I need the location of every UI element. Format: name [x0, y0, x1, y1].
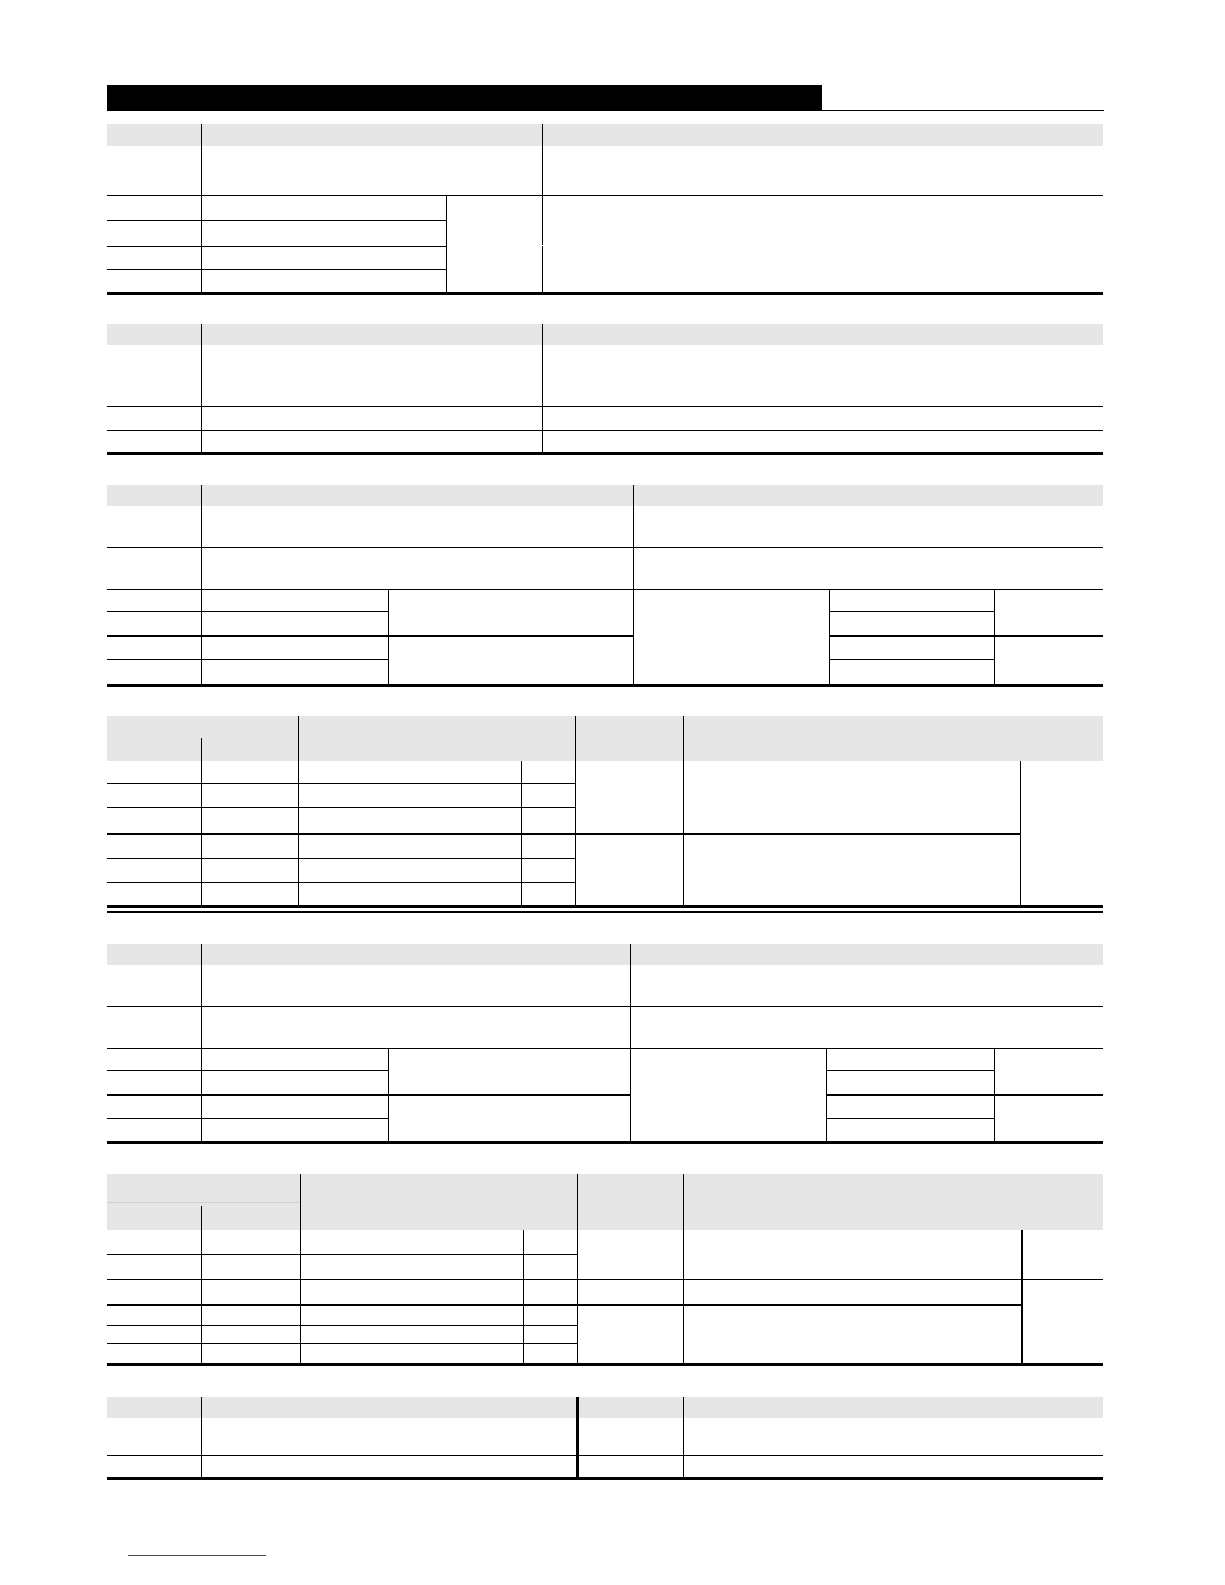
table-bottom-rule: [107, 292, 1103, 295]
table-header-row: [107, 124, 1103, 146]
table-bottom-rule: [107, 905, 1103, 908]
footer-link[interactable]: [128, 1555, 266, 1556]
table-header-row: [107, 944, 1103, 965]
table-header-row: [107, 324, 1103, 345]
document-title-bar: [107, 85, 822, 111]
header-rule: [822, 110, 1104, 111]
table-bottom-rule: [107, 684, 1103, 687]
table-header-row: [107, 716, 1103, 761]
table-bottom-rule: [107, 1363, 1103, 1366]
table-bottom-rule: [107, 452, 1103, 455]
table-header-row: [107, 485, 1103, 506]
table-bottom-rule: [107, 1477, 1103, 1480]
table-bottom-rule: [107, 1141, 1103, 1144]
table-header-row: [107, 1397, 1103, 1418]
